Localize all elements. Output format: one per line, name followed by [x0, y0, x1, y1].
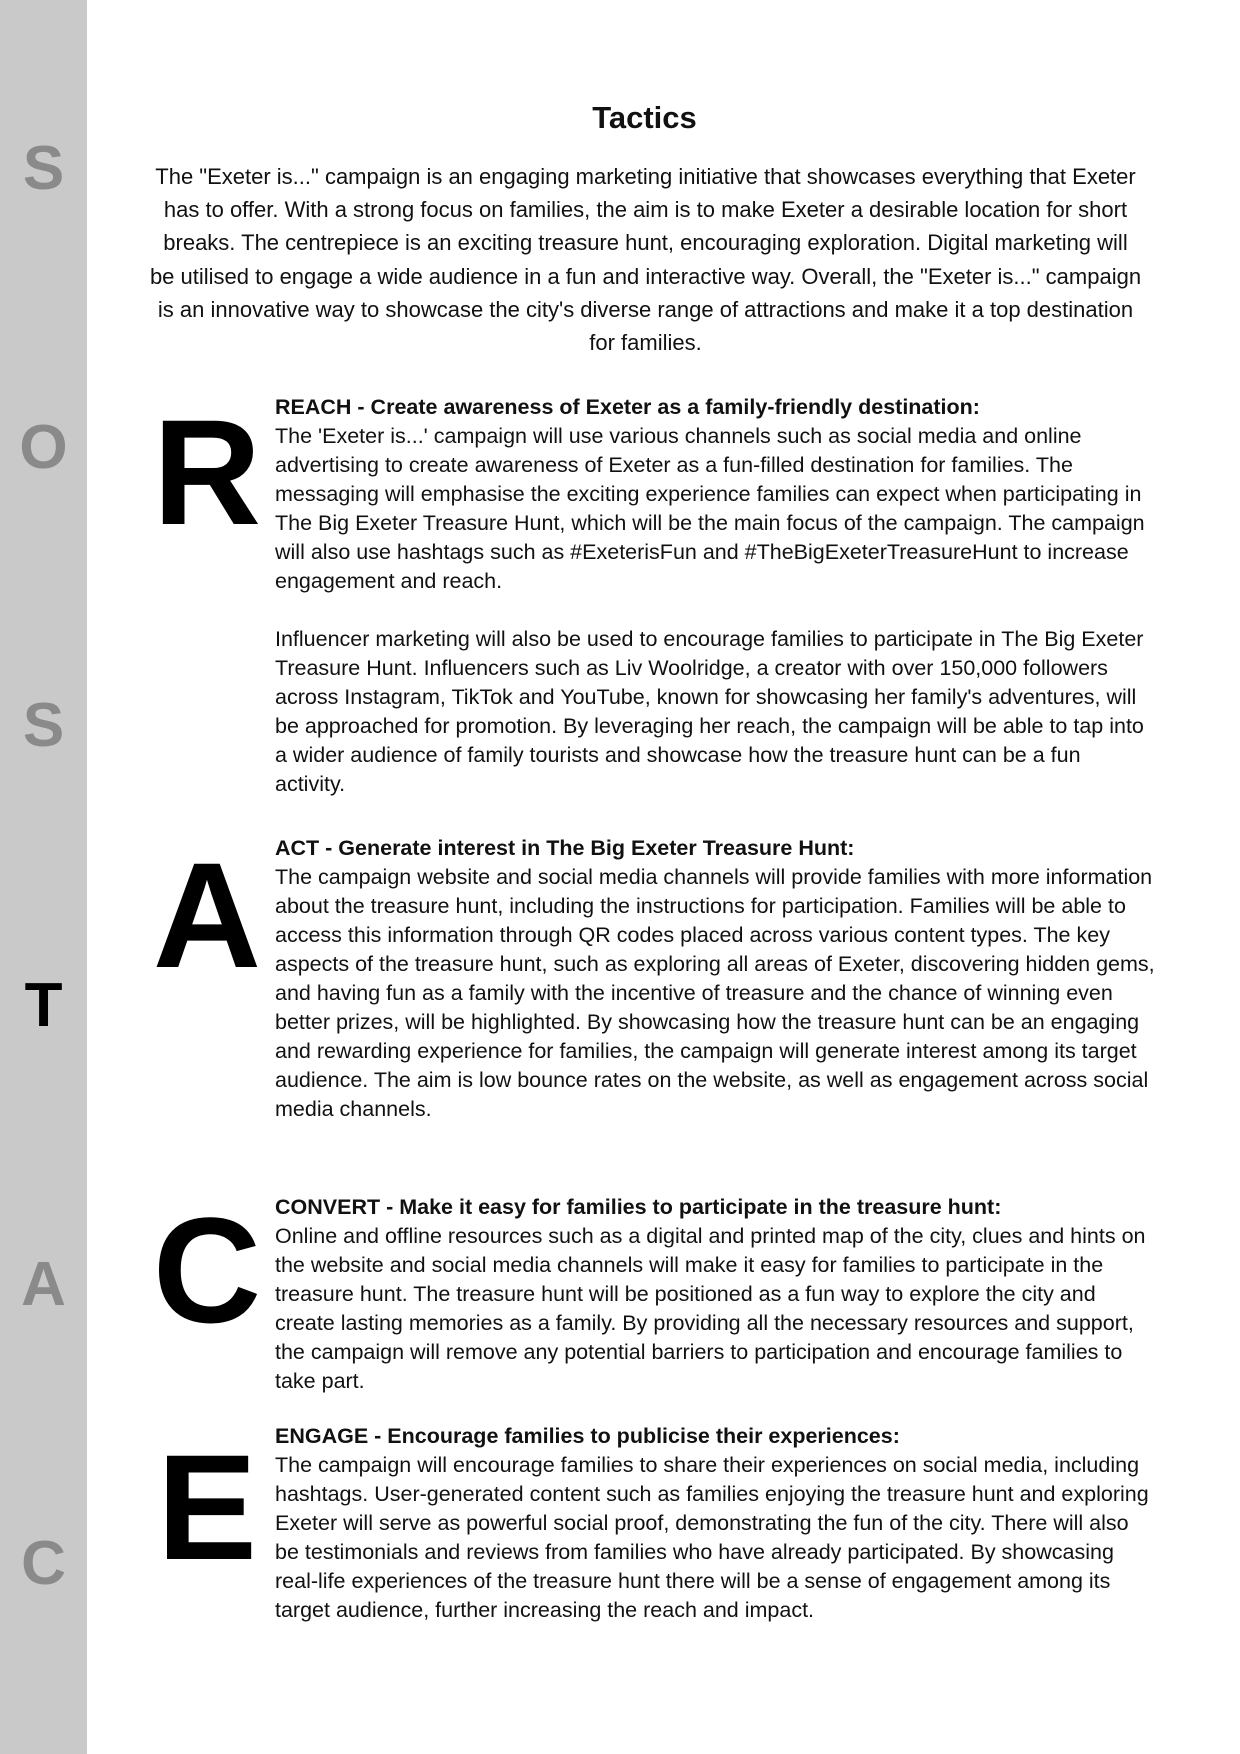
page-title: Tactics — [592, 100, 697, 135]
section-heading: ACT - Generate interest in The Big Exeter Treasure Hunt: — [275, 836, 855, 860]
race-letter-act: A — [152, 831, 262, 999]
section-reach — [275, 393, 1155, 799]
section-act — [275, 834, 1155, 1124]
race-letter-reach: R — [152, 388, 262, 556]
section-paragraph: The campaign website and social media channels will provide families with more information about the treasure hunt, including the instructions for participation. Families will be able to access this information through QR codes placed across various content types. The key aspects of the treasure hunt, such as exploring all areas of Exeter, discovering hidden gems, and having fun as a family with the incentive of treasure and the chance of winning even better prizes, will be highlighted. By showcasing how the treasure hunt can be an engaging and rewarding experience for families, the campaign will generate interest among its target audience. The aim is low bounce rates on the website, as well as engagement across social media channels. — [275, 865, 1155, 1121]
sostac-sidebar — [0, 0, 87, 1754]
sidebar-letter-strategy: S — [22, 691, 65, 760]
sidebar-letter-control: C — [21, 1529, 66, 1598]
section-heading: CONVERT - Make it easy for families to participate in the treasure hunt: — [275, 1195, 1002, 1219]
section-paragraph: The campaign will encourage families to share their experiences on social media, including hashtags. User-generated content such as families enjoying the treasure hunt and exploring Exeter will serve as powerful social proof, demonstrating the fun of the city. There will also be testimonials and reviews from families who have already participated. By showcasing real-life experiences of the treasure hunt there will be a sense of engagement among its target audience, further increasing the reach and impact. — [275, 1453, 1149, 1622]
sidebar-letter-situation: S — [22, 134, 65, 203]
section-paragraph: Online and offline resources such as a digital and printed map of the city, clues and hints on the website and social media channels will make it easy for families to participate in the treasure hunt. The treasure hunt will be positioned as a fun way to explore the city and create lasting memories as a family. By providing all the necessary resources and support, the campaign will remove any potential barriers to participation and encourage families to take part. — [275, 1224, 1146, 1393]
sidebar-letter-tactics: T — [24, 971, 63, 1040]
section-engage — [275, 1422, 1155, 1625]
sidebar-letter-actions: A — [21, 1250, 66, 1319]
race-letter-convert: C — [152, 1186, 262, 1354]
intro-paragraph: The "Exeter is..." campaign is an engaging marketing initiative that showcases everything that Exeter has to offer. With a strong focus on families, the aim is to make Exeter a desirable location for short breaks. The centrepiece is an exciting treasure hunt, encouraging exploration. Digital marketing will be utilised to engage a wide audience in a fun and interactive way. Overall, the "Exeter is..." campaign is an innovative way to showcase the city's diverse range of attractions and make it a top destination for families. — [149, 164, 1142, 356]
race-letter-engage: E — [156, 1423, 258, 1591]
section-heading: REACH - Create awareness of Exeter as a family-friendly destination: — [275, 395, 980, 419]
section-paragraph: The 'Exeter is...' campaign will use various channels such as social media and online advertising to create awareness of Exeter as a fun-filled destination for families. The messaging will emphasise the exciting experience families can expect when participating in The Big Exeter Treasure Hunt, which will be the main focus of the campaign. The campaign will also use hashtags such as #ExeterisFun and #TheBigExeterTreasureHunt to increase engagement and reach. — [275, 424, 1145, 593]
sidebar-letter-objectives: O — [19, 413, 68, 482]
section-heading: ENGAGE - Encourage families to publicise their experiences: — [275, 1424, 900, 1448]
section-paragraph: Influencer marketing will also be used to encourage families to participate in The Big Exeter Treasure Hunt. Influencers such as Liv Woolridge, a creator with over 150,000 followers across Instagram, TikTok and YouTube, known for showcasing her family's adventures, will be approached for promotion. By leveraging her reach, the campaign will be able to tap into a wider audience of family tourists and showcase how the treasure hunt can be a fun activity. — [275, 627, 1144, 796]
section-convert — [275, 1193, 1155, 1396]
